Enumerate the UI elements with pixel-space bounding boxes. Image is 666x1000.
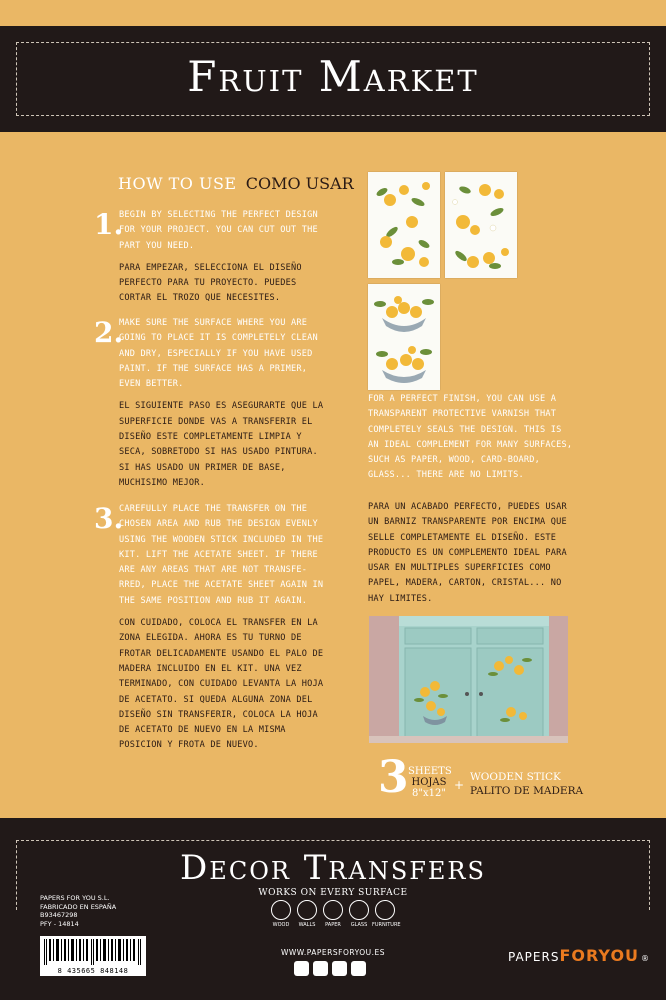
company-info — [40, 894, 116, 928]
step-text-en: MAKE SURE THE SURFACE WHERE YOU ARE GOING TO PLACE IT IS COMPLETELY CLEAN AND DRY, ESPECIALLY IF YOU HAVE USED PAINT. IF THE SURFACE HAS A PRIMER, EVEN BETTER. — [119, 318, 318, 390]
surface-label: PAPER — [325, 922, 341, 928]
finish-text-es: PARA UN ACABADO PERFECTO, PUEDES USAR UN BARNIZ TRANSPARENTE POR ENCIMA QUE SELLE COMPLETAMENTE EL DISEÑO. ESTE PRODUCTO ES UN COMPLEMENTO IDEAL PARA USAR EN MULTIPLES SUPERFICIES COMO PAPEL, MADERA, CARTON, CRISTAL... NO HAY LIMITES. — [368, 502, 567, 604]
step-2 — [94, 316, 326, 491]
surface-furniture — [372, 900, 401, 928]
footer-banner — [0, 818, 666, 1000]
furniture-icon — [375, 900, 395, 920]
barcode-number: 8 435665 848148 — [57, 967, 129, 975]
company-line: FABRICADO EN ESPAÑA — [40, 902, 117, 911]
surface-wood — [268, 900, 294, 928]
step-text-es: PARA EMPEZAR, SELECCIONA EL DISEÑO PERFECTO PARA TU PROYECTO. PUEDES CORTAR EL TROZO QUE NECESITES. — [119, 262, 302, 304]
step-1 — [94, 208, 326, 307]
wood-icon — [271, 900, 291, 920]
package-contents — [378, 752, 588, 812]
stick-label-es: PALITO DE MADERA — [470, 785, 584, 797]
brand-logo — [508, 946, 650, 965]
surface-walls — [294, 900, 320, 928]
paper-icon — [323, 900, 343, 920]
design-preview-lemons-2 — [445, 172, 517, 278]
plus-sign: + — [454, 778, 465, 792]
step-number: 2. — [94, 316, 124, 349]
works-on-every-surface: WORKS ON EVERY SURFACE — [258, 888, 408, 898]
brand-foryou: FORYOU — [559, 946, 640, 965]
wooden-stick-label — [470, 770, 583, 798]
company-line: PAPERS FOR YOU S.L. — [40, 894, 110, 902]
step-text-en: BEGIN BY SELECTING THE PERFECT DESIGN FOR YOUR PROJECT. YOU CAN CUT OUT THE PART YOU NEED. — [119, 210, 318, 251]
finish-text-en: FOR A PERFECT FINISH, YOU CAN USE A TRANSPARENT PROTECTIVE VARNISH THAT COMPLETELY SEALS THE DESIGN. THIS IS AN IDEAL COMPLEMENT FOR MANY SURFACES, SUCH AS PAPER, WOOD, CARD-BOARD, GLASS... THERE ARE NO LIMITS. — [368, 394, 573, 481]
how-to-use-heading — [118, 174, 354, 193]
walls-icon — [297, 900, 317, 920]
sheets-label-es: HOJAS — [411, 777, 447, 788]
stick-label-en: WOODEN STICK — [470, 771, 561, 783]
step-3 — [94, 502, 326, 754]
furniture-example-photo — [369, 616, 568, 743]
step-number: 1. — [94, 208, 124, 241]
chat-icon[interactable] — [351, 961, 366, 976]
surface-label: WOOD — [272, 922, 290, 928]
surface-glass — [346, 900, 372, 928]
design-preview-lemons-1 — [368, 172, 440, 278]
step-number: 3. — [94, 502, 124, 535]
design-preview-lemon-bowls — [368, 284, 440, 390]
company-line: PFY - 14814 — [40, 919, 79, 928]
company-line: B93467298 — [40, 911, 78, 919]
sheet-count: 3 — [378, 752, 409, 803]
sheet-size: 8"x12" — [412, 788, 446, 799]
instagram-icon[interactable] — [294, 961, 309, 976]
header-banner — [0, 26, 666, 132]
step-text-en: CAREFULLY PLACE THE TRANSFER ON THE CHOSEN AREA AND RUB THE DESIGN EVENLY USING THE WOODEN STICK INCLUDED IN THE KIT. LIFT THE ACETATE SHEET. IF THERE ARE ANY AREAS THAT ARE NOT TRANSFE-RRED, PLACE THE ACETATE SHEET AGAIN IN THE SAME POSITION AND RUB IT AGAIN. — [119, 504, 324, 606]
brand-papers: PAPERS — [508, 950, 560, 964]
surface-label: WALLS — [298, 922, 316, 928]
how-to-use-es: COMO USAR — [245, 174, 354, 193]
surface-label: GLASS — [350, 922, 368, 928]
sheets-label-en: SHEETS — [408, 766, 452, 777]
main-panel — [0, 132, 666, 818]
surface-label: FURNITURE — [372, 922, 401, 928]
product-title: Fruit Market — [187, 52, 479, 101]
website-link[interactable]: WWW.PAPERSFORYOU.ES — [280, 948, 386, 957]
step-text-es: EL SIGUIENTE PASO ES ASEGURARTE QUE LA SUPERFICIE DONDE VAS A TRANSFERIR EL DISEÑO ESTE COMPLETAMENTE LIMPIA Y SECA, SOBRETODO SI HAS USADO PINTURA. SI HAS USADO UN PRIMER DE BASE, MUCHISIMO MEJOR. — [119, 401, 324, 488]
how-to-use-en: HOW TO USE — [118, 174, 237, 193]
registered-mark: ® — [641, 954, 651, 963]
step-text-es: CON CUIDADO, COLOCA EL TRANSFER EN LA ZONA ELEGIDA. AHORA ES TU TURNO DE FROTAR DELICADAMENTE USANDO EL PALO DE MADERA INCLUIDO EN EL KIT. UNA VEZ TERMINADO, CON CUIDADO LEVANTA LA HOJA DE ACETATO. SI QUEDA ALGUNA ZONA DEL DISEÑO SIN TRANSFERIR, COLOCA LA HOJA DE ACETATO DE NUEVO EN LA MISMA POSICION Y FROTA DE NUEVO. — [119, 618, 324, 751]
product-line-title: Decor Transfers — [180, 848, 486, 888]
top-band — [0, 0, 666, 26]
social-icons — [294, 961, 374, 977]
surface-icons — [268, 900, 401, 936]
glass-icon — [349, 900, 369, 920]
email-icon[interactable] — [332, 961, 347, 976]
surface-paper — [320, 900, 346, 928]
facebook-icon[interactable] — [313, 961, 328, 976]
